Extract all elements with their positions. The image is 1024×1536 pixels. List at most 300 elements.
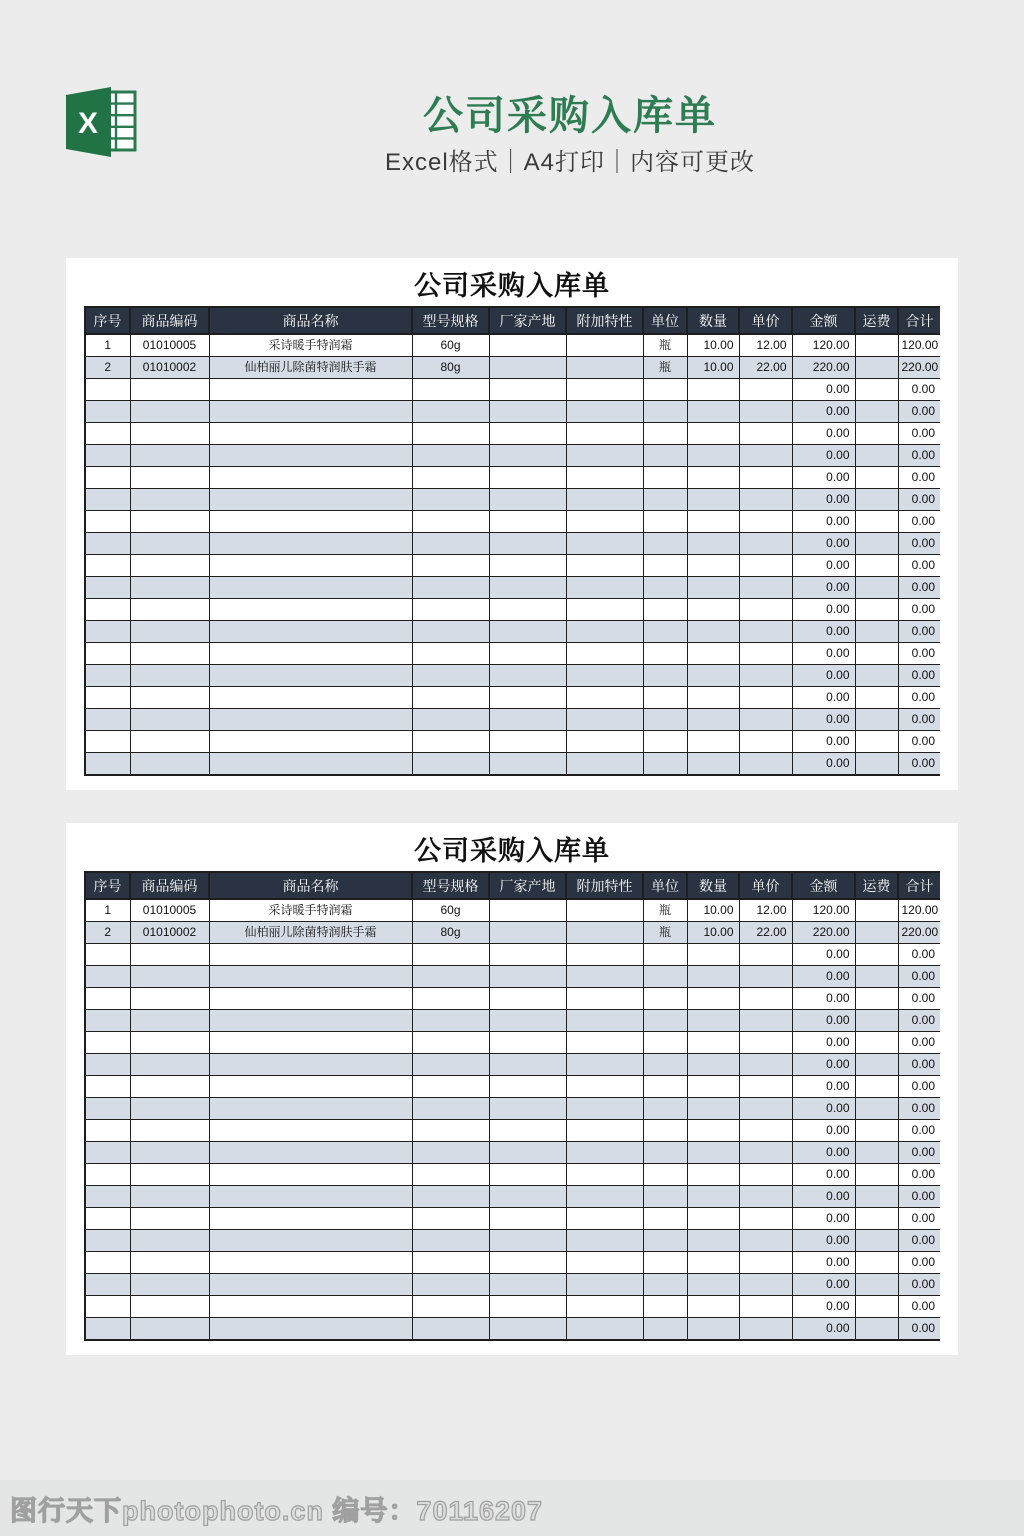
table-cell — [85, 467, 130, 489]
table-cell — [412, 445, 489, 467]
table-cell — [85, 1010, 130, 1032]
table-cell — [687, 511, 739, 533]
header-cell: 数量 — [687, 872, 739, 899]
table-cell — [687, 1164, 739, 1186]
table-cell — [739, 1032, 792, 1054]
table-cell: 0.00 — [898, 1296, 940, 1318]
table-cell — [643, 1010, 687, 1032]
page-title: 公司采购入库单 — [423, 94, 717, 138]
table-cell — [566, 753, 643, 776]
table-cell: 220.00 — [792, 922, 855, 944]
table-cell — [739, 988, 792, 1010]
table-cell — [130, 1142, 209, 1164]
table-cell — [566, 922, 643, 944]
header-cell: 序号 — [85, 872, 130, 899]
table-cell — [412, 988, 489, 1010]
header-cell: 序号 — [85, 307, 130, 334]
table-cell — [566, 1164, 643, 1186]
table-cell — [489, 1120, 566, 1142]
table-cell: 0.00 — [792, 988, 855, 1010]
table-cell — [643, 401, 687, 423]
table-cell — [687, 445, 739, 467]
purchase-table — [84, 871, 940, 1341]
sheet-title: 公司采购入库单 — [414, 271, 610, 301]
table-cell — [855, 665, 898, 687]
table-cell — [209, 1032, 412, 1054]
table-cell — [412, 1230, 489, 1252]
table-row — [85, 467, 940, 489]
table-cell — [739, 687, 792, 709]
table-cell: 220.00 — [898, 922, 940, 944]
table-cell — [643, 1142, 687, 1164]
table-cell: 60g — [412, 899, 489, 922]
table-cell — [489, 1208, 566, 1230]
table-cell: 0.00 — [898, 1010, 940, 1032]
table-cell: 0.00 — [792, 1230, 855, 1252]
table-cell — [566, 731, 643, 753]
table-cell — [739, 709, 792, 731]
table-cell — [489, 1164, 566, 1186]
table-row — [85, 966, 940, 988]
table-cell: 0.00 — [898, 753, 940, 776]
table-cell — [209, 687, 412, 709]
table-cell — [739, 401, 792, 423]
table-cell — [209, 731, 412, 753]
table-cell — [687, 1296, 739, 1318]
table-cell — [566, 988, 643, 1010]
table-cell — [687, 423, 739, 445]
table-cell — [412, 489, 489, 511]
table-cell — [412, 753, 489, 776]
table-cell — [643, 709, 687, 731]
table-cell — [855, 922, 898, 944]
table-cell: 120.00 — [792, 334, 855, 357]
table-cell — [85, 988, 130, 1010]
table-cell — [566, 1208, 643, 1230]
table-clip — [84, 871, 940, 1349]
table-cell: 0.00 — [898, 621, 940, 643]
table-cell — [85, 1142, 130, 1164]
brand-header — [0, 0, 1024, 258]
header-cell: 厂家产地 — [489, 307, 566, 334]
table-row — [85, 665, 940, 687]
table-cell — [85, 533, 130, 555]
table-cell — [566, 334, 643, 357]
table-row — [85, 1054, 940, 1076]
table-cell — [130, 555, 209, 577]
table-cell — [566, 445, 643, 467]
table-clip — [84, 306, 940, 784]
table-cell — [85, 687, 130, 709]
svg-text:X: X — [77, 107, 99, 140]
table-cell — [209, 1054, 412, 1076]
header-row — [85, 872, 940, 899]
table-cell — [412, 665, 489, 687]
table-cell — [130, 709, 209, 731]
table-cell — [209, 1274, 412, 1296]
table-cell — [209, 1186, 412, 1208]
table-cell: 0.00 — [898, 988, 940, 1010]
table-cell — [566, 489, 643, 511]
table-cell — [739, 1098, 792, 1120]
table-cell — [489, 665, 566, 687]
table-cell — [739, 445, 792, 467]
table-cell — [643, 1076, 687, 1098]
table-cell — [130, 988, 209, 1010]
table-cell — [687, 1186, 739, 1208]
table-cell — [130, 944, 209, 966]
table-cell — [643, 1208, 687, 1230]
table-cell — [566, 533, 643, 555]
table-cell: 120.00 — [898, 334, 940, 357]
table-cell — [643, 489, 687, 511]
table-cell — [739, 1318, 792, 1341]
header-cell: 单位 — [643, 872, 687, 899]
table-cell — [566, 709, 643, 731]
table-cell — [687, 1010, 739, 1032]
table-cell: 120.00 — [898, 899, 940, 922]
table-cell — [739, 511, 792, 533]
table-cell: 10.00 — [687, 899, 739, 922]
table-cell — [643, 1230, 687, 1252]
table-cell — [412, 1252, 489, 1274]
table-cell — [855, 1230, 898, 1252]
table-cell: 0.00 — [898, 577, 940, 599]
table-cell — [855, 1186, 898, 1208]
table-cell — [855, 401, 898, 423]
table-cell — [209, 489, 412, 511]
table-cell — [489, 357, 566, 379]
table-cell — [489, 445, 566, 467]
table-cell — [209, 1098, 412, 1120]
table-cell — [855, 555, 898, 577]
watermark-text: 图行天下photophoto.cn 编号：70116207 — [10, 1495, 544, 1526]
table-cell — [687, 1032, 739, 1054]
table-cell — [489, 555, 566, 577]
table-row — [85, 334, 940, 357]
table-cell — [855, 1054, 898, 1076]
table-cell — [855, 357, 898, 379]
table-cell: 0.00 — [898, 665, 940, 687]
table-cell — [855, 687, 898, 709]
table-cell: 0.00 — [792, 1186, 855, 1208]
table-cell — [412, 1186, 489, 1208]
purchase-table — [84, 306, 940, 776]
table-cell — [566, 1076, 643, 1098]
table-cell — [855, 709, 898, 731]
table-cell — [687, 643, 739, 665]
table-cell — [489, 643, 566, 665]
table-cell — [489, 944, 566, 966]
table-row — [85, 401, 940, 423]
table-cell — [412, 423, 489, 445]
table-cell: 0.00 — [792, 1054, 855, 1076]
table-cell — [85, 1318, 130, 1341]
table-cell — [643, 577, 687, 599]
table-row — [85, 489, 940, 511]
table-row — [85, 1186, 940, 1208]
table-row — [85, 1274, 940, 1296]
table-cell — [687, 753, 739, 776]
table-cell — [412, 1120, 489, 1142]
table-cell — [566, 467, 643, 489]
table-row — [85, 621, 940, 643]
table-cell — [566, 1054, 643, 1076]
table-cell: 0.00 — [792, 467, 855, 489]
table-cell — [130, 1230, 209, 1252]
table-cell — [130, 1274, 209, 1296]
table-cell — [209, 621, 412, 643]
table-cell — [489, 1252, 566, 1274]
table-cell — [412, 577, 489, 599]
table-cell: 0.00 — [898, 1186, 940, 1208]
table-cell: 0.00 — [792, 1032, 855, 1054]
table-cell — [489, 533, 566, 555]
table-cell — [209, 665, 412, 687]
table-cell — [130, 467, 209, 489]
table-cell: 0.00 — [898, 643, 940, 665]
table-cell — [643, 445, 687, 467]
table-cell — [643, 665, 687, 687]
table-row — [85, 357, 940, 379]
table-cell — [130, 1120, 209, 1142]
table-cell — [855, 1098, 898, 1120]
table-row — [85, 1142, 940, 1164]
sheet-title: 公司采购入库单 — [414, 836, 610, 866]
table-cell — [209, 533, 412, 555]
table-cell: 10.00 — [687, 922, 739, 944]
table-row — [85, 1318, 940, 1341]
table-cell — [855, 731, 898, 753]
table-cell — [130, 445, 209, 467]
header-cell: 商品编码 — [130, 872, 209, 899]
header-cell: 运费 — [855, 872, 898, 899]
table-cell — [489, 511, 566, 533]
table-cell — [566, 899, 643, 922]
table-cell — [85, 753, 130, 776]
table-cell: 采诗暖手特润霜 — [209, 899, 412, 922]
table-cell — [85, 1120, 130, 1142]
table-cell — [643, 599, 687, 621]
table-cell — [85, 379, 130, 401]
table-cell: 0.00 — [792, 533, 855, 555]
table-cell — [85, 1098, 130, 1120]
table-cell: 10.00 — [687, 334, 739, 357]
table-cell: 0.00 — [898, 1318, 940, 1341]
table-cell — [130, 489, 209, 511]
table-row — [85, 511, 940, 533]
table-cell — [85, 599, 130, 621]
table-cell: 0.00 — [792, 511, 855, 533]
table-cell — [130, 423, 209, 445]
header-cell: 运费 — [855, 307, 898, 334]
table-cell — [209, 966, 412, 988]
table-cell — [209, 1142, 412, 1164]
table-cell — [130, 1076, 209, 1098]
table-cell — [489, 1098, 566, 1120]
table-cell — [130, 966, 209, 988]
table-cell: 0.00 — [792, 1252, 855, 1274]
table-cell — [643, 1252, 687, 1274]
table-row — [85, 599, 940, 621]
table-cell: 0.00 — [792, 1164, 855, 1186]
header-cell: 商品名称 — [209, 872, 412, 899]
table-cell — [739, 1142, 792, 1164]
table-row — [85, 445, 940, 467]
table-cell: 0.00 — [898, 709, 940, 731]
table-cell — [643, 1098, 687, 1120]
table-cell — [687, 1120, 739, 1142]
table-cell — [85, 1032, 130, 1054]
table-cell — [739, 1164, 792, 1186]
table-cell — [412, 944, 489, 966]
table-cell — [855, 1164, 898, 1186]
table-cell — [412, 1076, 489, 1098]
table-cell — [739, 1296, 792, 1318]
table-cell — [855, 467, 898, 489]
table-cell: 0.00 — [792, 1120, 855, 1142]
table-cell — [739, 1208, 792, 1230]
header-cell: 合计 — [898, 307, 940, 334]
table-cell — [643, 555, 687, 577]
table-cell — [566, 379, 643, 401]
table-cell — [566, 1274, 643, 1296]
table-cell — [687, 555, 739, 577]
table-cell: 瓶 — [643, 922, 687, 944]
table-cell: 0.00 — [898, 1274, 940, 1296]
table-cell — [687, 533, 739, 555]
table-row — [85, 899, 940, 922]
table-cell — [85, 577, 130, 599]
table-cell: 2 — [85, 922, 130, 944]
table-cell: 采诗暖手特润霜 — [209, 334, 412, 357]
table-cell — [489, 423, 566, 445]
table-row — [85, 709, 940, 731]
table-cell: 0.00 — [898, 687, 940, 709]
table-cell — [566, 1186, 643, 1208]
table-cell: 22.00 — [739, 357, 792, 379]
table-cell — [687, 709, 739, 731]
table-row — [85, 533, 940, 555]
table-cell: 0.00 — [792, 1076, 855, 1098]
table-cell — [85, 1054, 130, 1076]
table-cell — [566, 577, 643, 599]
table-cell — [489, 621, 566, 643]
table-cell: 0.00 — [792, 577, 855, 599]
table-cell: 0.00 — [792, 1296, 855, 1318]
table-cell — [855, 1296, 898, 1318]
table-cell: 0.00 — [792, 966, 855, 988]
table-cell — [739, 1076, 792, 1098]
table-cell — [687, 988, 739, 1010]
table-cell — [130, 665, 209, 687]
table-cell: 01010005 — [130, 899, 209, 922]
table-cell — [687, 687, 739, 709]
header-cell: 金额 — [792, 307, 855, 334]
table-cell — [687, 1098, 739, 1120]
table-cell — [855, 1120, 898, 1142]
table-cell — [209, 467, 412, 489]
table-cell: 0.00 — [898, 423, 940, 445]
table-cell — [687, 489, 739, 511]
table-cell — [855, 966, 898, 988]
table-cell — [687, 599, 739, 621]
table-cell — [130, 643, 209, 665]
table-cell — [412, 379, 489, 401]
table-cell — [489, 731, 566, 753]
table-cell — [412, 1142, 489, 1164]
table-cell — [739, 665, 792, 687]
table-cell — [412, 1296, 489, 1318]
table-cell — [643, 533, 687, 555]
table-cell — [130, 753, 209, 776]
table-cell: 0.00 — [898, 1164, 940, 1186]
table-cell — [566, 599, 643, 621]
table-cell — [85, 489, 130, 511]
table-cell — [643, 1054, 687, 1076]
table-cell — [687, 1230, 739, 1252]
table-cell — [489, 379, 566, 401]
table-cell — [209, 599, 412, 621]
table-cell — [643, 511, 687, 533]
table-cell — [130, 1054, 209, 1076]
table-cell — [130, 687, 209, 709]
table-row — [85, 1032, 940, 1054]
table-row — [85, 753, 940, 776]
table-cell — [687, 401, 739, 423]
table-cell — [739, 1054, 792, 1076]
table-cell — [85, 423, 130, 445]
table-cell — [643, 1318, 687, 1341]
header-cell: 金额 — [792, 872, 855, 899]
table-cell — [643, 423, 687, 445]
table-cell: 0.00 — [792, 643, 855, 665]
table-cell — [489, 1010, 566, 1032]
table-cell: 0.00 — [898, 1032, 940, 1054]
table-cell — [489, 753, 566, 776]
table-cell: 0.00 — [898, 445, 940, 467]
table-cell — [566, 1142, 643, 1164]
header-row — [85, 307, 940, 334]
table-row — [85, 1164, 940, 1186]
table-cell — [489, 966, 566, 988]
table-cell: 0.00 — [792, 731, 855, 753]
table-cell: 2 — [85, 357, 130, 379]
table-cell — [643, 944, 687, 966]
table-cell — [739, 643, 792, 665]
table-cell — [643, 966, 687, 988]
header-cell: 数量 — [687, 307, 739, 334]
table-cell: 0.00 — [898, 1098, 940, 1120]
table-cell — [489, 899, 566, 922]
table-cell — [209, 1318, 412, 1341]
table-cell — [739, 577, 792, 599]
table-cell — [489, 1318, 566, 1341]
table-cell — [412, 467, 489, 489]
table-cell — [489, 1076, 566, 1098]
table-cell: 120.00 — [792, 899, 855, 922]
table-cell: 仙柏丽儿除菌特润肤手霜 — [209, 357, 412, 379]
table-cell — [489, 489, 566, 511]
table-cell — [489, 709, 566, 731]
table-cell — [130, 1252, 209, 1274]
table-cell — [489, 1186, 566, 1208]
table-cell — [643, 1296, 687, 1318]
header-cell: 商品编码 — [130, 307, 209, 334]
table-row — [85, 988, 940, 1010]
table-row — [85, 1120, 940, 1142]
table-cell — [85, 1186, 130, 1208]
